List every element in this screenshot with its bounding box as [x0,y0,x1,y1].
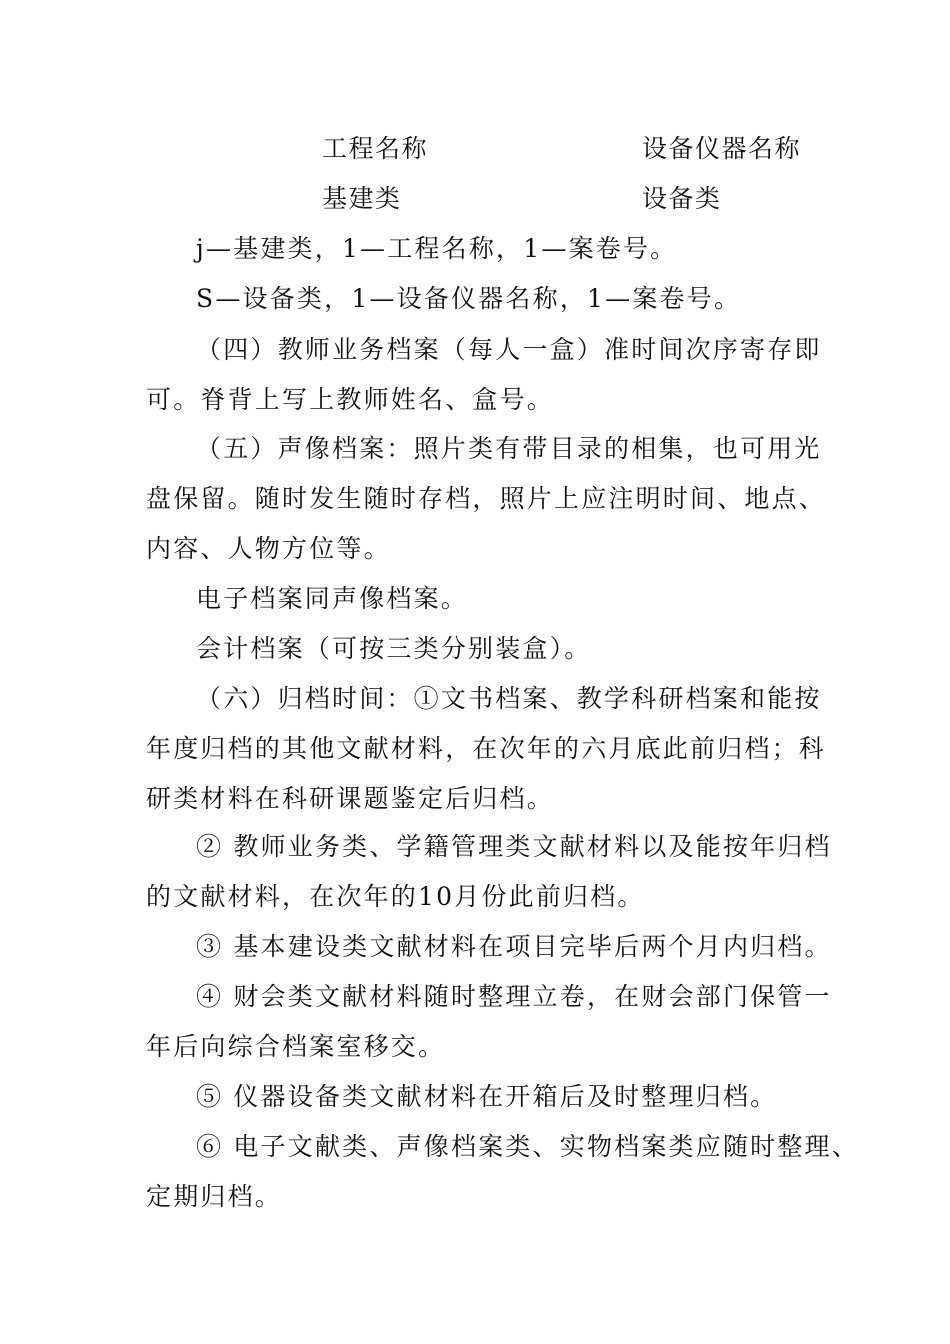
item-6-line-1: ⑥ 电子文献类、声像档案类、实物档案类应随时整理、 [196,1132,859,1161]
code-line-construction: j—基建类，1—工程名称，1—案卷号。 [196,234,678,263]
paragraph-6-line-3: 研类材料在科研课题鉴定后归档。 [146,784,555,813]
paragraph-6-line-2: 年度归档的其他文献材料，在次年的六月底此前归档；科 [146,734,827,763]
table-cell-construction: 基建类 [322,184,402,213]
item-2-line-2: 的文献材料，在次年的10月份此前归档。 [146,882,645,911]
item-4-line-2: 年后向综合档案室移交。 [146,1032,446,1061]
table-cell-equipment-name: 设备仪器名称 [642,134,802,163]
table-cell-project-name: 工程名称 [322,134,429,163]
item-6-line-2: 定期归档。 [146,1182,283,1211]
paragraph-4-line-1: （四）教师业务档案（每人一盒）准时间次序寄存即 [196,335,822,364]
item-5-line: ⑤ 仪器设备类文献材料在开箱后及时整理归档。 [196,1082,778,1111]
paragraph-6-line-1: （六）归档时间：①文书档案、教学科研档案和能按 [196,684,822,713]
item-2-line-1: ② 教师业务类、学籍管理类文献材料以及能按年归档 [196,832,832,861]
accounting-archive-line: 会计档案（可按三类分别装盒）。 [196,634,592,663]
electronic-archive-line: 电子档案同声像档案。 [196,584,469,613]
paragraph-5-line-2: 盘保留。随时发生随时存档，照片上应注明时间、地点、 [146,484,827,513]
paragraph-5-line-3: 内容、人物方位等。 [146,534,391,563]
item-4-line-1: ④ 财会类文献材料随时整理立卷，在财会部门保管一 [196,982,832,1011]
paragraph-4-line-2: 可。脊背上写上教师姓名、盒号。 [146,385,555,414]
code-line-equipment: S—设备类，1—设备仪器名称，1—案卷号。 [196,284,742,313]
item-3-line: ③ 基本建设类文献材料在项目完毕后两个月内归档。 [196,932,832,961]
paragraph-5-line-1: （五）声像档案：照片类有带目录的相集，也可用光 [196,434,822,463]
table-cell-equipment: 设备类 [642,184,722,213]
